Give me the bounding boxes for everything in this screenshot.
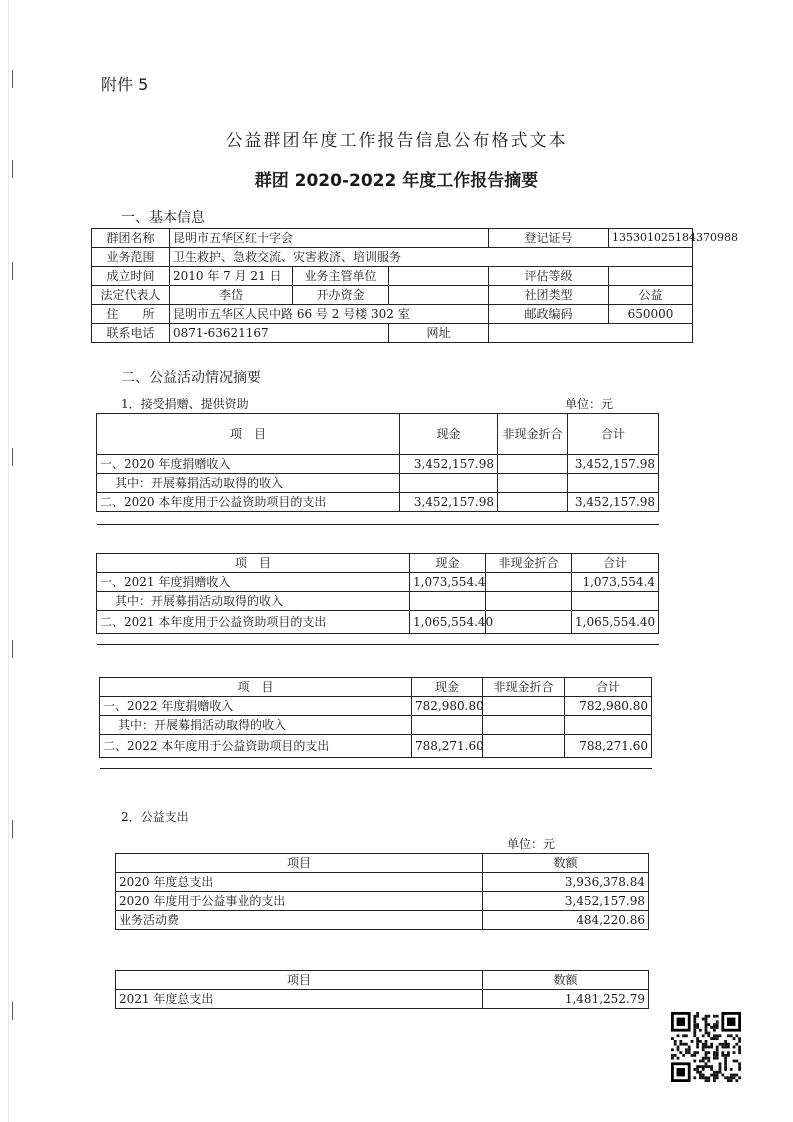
donations-table-2022 (99, 677, 652, 769)
margin-tick (12, 262, 13, 280)
cell-total (572, 592, 659, 611)
supervisor-label: 业务主管单位 (293, 267, 389, 286)
type: 公益 (609, 286, 693, 305)
cell-noncash (483, 716, 565, 735)
phone: 0871-63621167 (170, 324, 389, 343)
cell-total: 3,452,157.98 (568, 493, 659, 512)
cell-cash: 782,980.80 (412, 697, 483, 716)
cell-total: 782,980.80 (565, 697, 652, 716)
col-item: 项 目 (97, 414, 400, 455)
type-label: 社团类型 (489, 286, 609, 305)
subsection-expenditure-heading: 2．公益支出 (121, 810, 189, 824)
col-amount: 数额 (483, 854, 649, 873)
col-total: 合计 (565, 678, 652, 697)
legal-rep-label: 法定代表人 (92, 286, 170, 305)
cell-amount: 1,481,252.79 (483, 990, 649, 1009)
row-label: 其中：开展募捐活动取得的收入 (97, 474, 400, 493)
row-label: 2020 年度用于公益事业的支出 (116, 892, 483, 911)
cell-noncash (486, 592, 572, 611)
founded: 2010 年 7 月 21 日 (170, 267, 293, 286)
spacer (400, 512, 498, 525)
postcode-label: 邮政编码 (489, 305, 609, 324)
capital (389, 286, 489, 305)
row-label: 一、2021 年度捐赠收入 (97, 573, 410, 592)
col-cash: 现金 (410, 554, 486, 573)
margin-tick (12, 640, 13, 658)
document-subtitle: 群团 2020-2022 年度工作报告摘要 (254, 171, 539, 191)
unit-label: 单位：元 (565, 397, 614, 411)
row-label: 2021 年度总支出 (116, 990, 483, 1009)
row-label: 二、2021 本年度用于公益资助项目的支出 (97, 611, 410, 634)
cell-noncash (486, 573, 572, 592)
col-amount: 数额 (483, 971, 649, 990)
annex-label: 附件 5 (101, 75, 149, 94)
col-item: 项 目 (100, 678, 412, 697)
row-label: 一、2020 年度捐赠收入 (97, 455, 400, 474)
row-label: 一、2022 年度捐赠收入 (100, 697, 412, 716)
margin-tick (12, 1002, 13, 1020)
spacer (483, 758, 565, 769)
document-title: 公益群团年度工作报告信息公布格式文本 (225, 131, 568, 151)
row-label: 二、2020 本年度用于公益资助项目的支出 (97, 493, 400, 512)
cell-cash (412, 716, 483, 735)
rating (609, 267, 693, 286)
address-label: 住 所 (92, 305, 170, 324)
row-label: 其中：开展募捐活动取得的收入 (97, 592, 410, 611)
col-item: 项 目 (97, 554, 410, 573)
cell-total: 788,271.60 (565, 735, 652, 758)
spacer (498, 512, 568, 525)
cell-cash: 3,452,157.98 (400, 493, 498, 512)
spacer (572, 634, 659, 645)
supervisor (389, 267, 489, 286)
cell-amount: 3,452,157.98 (483, 892, 649, 911)
cell-total (568, 474, 659, 493)
col-noncash: 非现金折合 (483, 678, 565, 697)
cell-cash (410, 592, 486, 611)
col-cash: 现金 (400, 414, 498, 455)
col-item: 项目 (116, 854, 483, 873)
row-label: 其中：开展募捐活动取得的收入 (100, 716, 412, 735)
spacer (410, 634, 486, 645)
cell-noncash (483, 697, 565, 716)
org-name: 昆明市五华区红十字会 (170, 229, 489, 248)
spacer (97, 512, 400, 525)
website (489, 324, 693, 343)
spacer (486, 634, 572, 645)
section-basic-info-heading: 一、基本信息 (121, 210, 205, 226)
spacer (568, 512, 659, 525)
cell-cash: 788,271.60 (412, 735, 483, 758)
cell-noncash (498, 455, 568, 474)
donations-table-2020 (96, 413, 659, 525)
address: 昆明市五华区人民中路 66 号 2 号楼 302 室 (170, 305, 489, 324)
col-cash: 现金 (412, 678, 483, 697)
cell-noncash (486, 611, 572, 634)
postcode: 650000 (609, 305, 693, 324)
margin-tick (12, 70, 13, 88)
website-label: 网址 (389, 324, 489, 343)
qr-code-icon (671, 1012, 741, 1082)
phone-label: 联系电话 (92, 324, 170, 343)
subsection-donations-heading: 1．接受捐赠、提供资助 (121, 397, 249, 411)
scope-label: 业务范围 (92, 248, 170, 267)
cell-cash: 1,073,554.4 (410, 573, 486, 592)
spacer (100, 758, 412, 769)
reg-no: 135301025184370988 (609, 229, 693, 248)
cell-noncash (483, 735, 565, 758)
margin-tick (12, 820, 13, 838)
row-label: 二、2022 本年度用于公益资助项目的支出 (100, 735, 412, 758)
cell-total: 1,065,554.40 (572, 611, 659, 634)
donations-table-2021 (96, 553, 659, 645)
unit-label: 单位：元 (507, 837, 556, 851)
cell-cash: 1,065,554.40 (410, 611, 486, 634)
row-label: 业务活动费 (116, 911, 483, 930)
founded-label: 成立时间 (92, 267, 170, 286)
legal-rep: 李岱 (170, 286, 293, 305)
col-item: 项目 (116, 971, 483, 990)
section-activities-heading: 二、公益活动情况摘要 (121, 370, 261, 386)
cell-amount: 484,220.86 (483, 911, 649, 930)
org-name-label: 群团名称 (92, 229, 170, 248)
col-noncash: 非现金折合 (486, 554, 572, 573)
cell-total: 1,073,554.4 (572, 573, 659, 592)
margin-tick (12, 448, 13, 466)
cell-noncash (498, 474, 568, 493)
cell-total (565, 716, 652, 735)
rating-label: 评估等级 (489, 267, 609, 286)
col-total: 合计 (572, 554, 659, 573)
reg-no-label: 登记证号 (489, 229, 609, 248)
cell-noncash (498, 493, 568, 512)
cell-total: 3,452,157.98 (568, 455, 659, 474)
expenditure-table-2020 (115, 853, 649, 930)
cell-amount: 3,936,378.84 (483, 873, 649, 892)
scope: 卫生救护、急救交流、灾害救济、培训服务 (170, 248, 693, 267)
spacer (412, 758, 483, 769)
spacer (97, 634, 410, 645)
cell-cash (400, 474, 498, 493)
row-label: 2020 年度总支出 (116, 873, 483, 892)
col-total: 合计 (568, 414, 659, 455)
spacer (565, 758, 652, 769)
expenditure-table-2021 (115, 970, 649, 1009)
basic-info-table (91, 228, 739, 343)
col-noncash: 非现金折合 (498, 414, 568, 455)
cell-cash: 3,452,157.98 (400, 455, 498, 474)
capital-label: 开办资金 (293, 286, 389, 305)
